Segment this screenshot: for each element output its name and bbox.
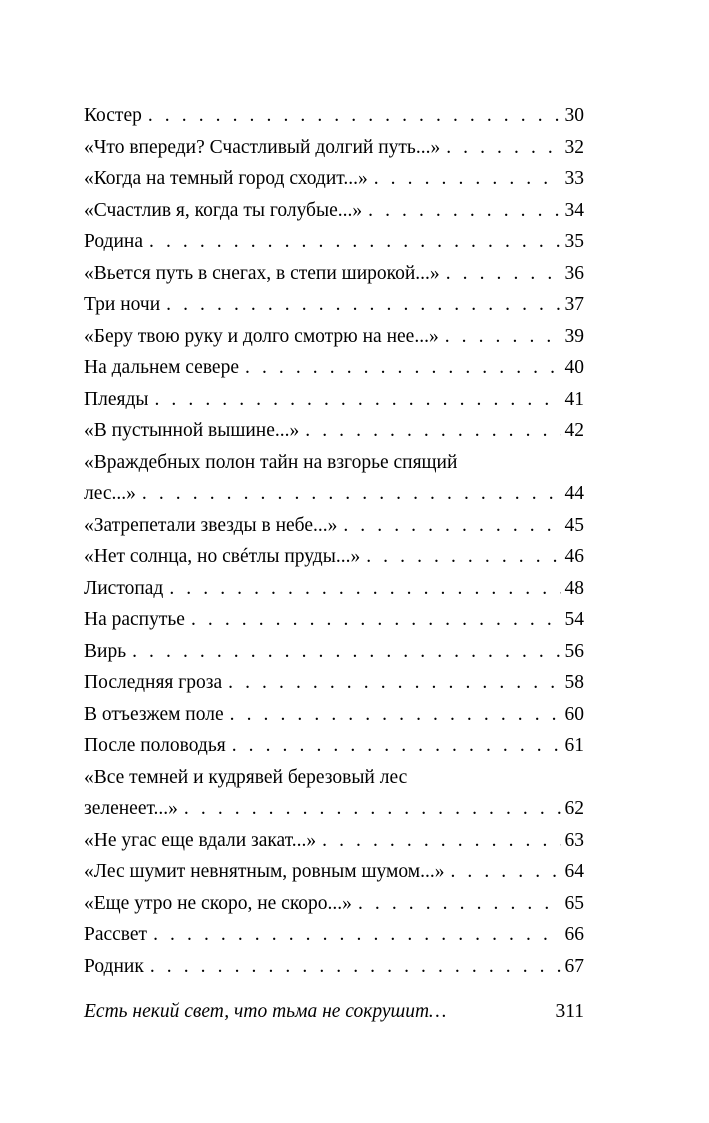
toc-entry-title: Плеяды xyxy=(84,388,149,410)
toc-dot-leader xyxy=(148,100,561,132)
toc-entry xyxy=(84,541,584,573)
toc-entry xyxy=(84,730,584,762)
toc-dot-leader xyxy=(305,415,560,447)
toc-page-number: 66 xyxy=(564,924,584,945)
toc-dot-leader xyxy=(230,699,561,731)
toc-page-number: 65 xyxy=(564,892,584,914)
toc-entry-title: В отъезжем поле xyxy=(84,703,224,725)
toc-entry xyxy=(84,510,584,542)
toc-entry-title: «Вьется путь в снегах, в степи широкой...» xyxy=(84,262,440,284)
toc-entry-title: После половодья xyxy=(84,735,226,756)
toc-entry-title: Три ночи xyxy=(84,294,161,315)
toc-entry-title: лес...» xyxy=(84,483,136,504)
toc-dot-leader xyxy=(366,541,560,573)
toc-dot-leader xyxy=(166,289,560,321)
toc-entry-title: Рассвет xyxy=(84,924,148,945)
toc-dot-leader xyxy=(445,321,561,353)
toc-entry-title: «В пустынной вышине...» xyxy=(84,420,300,441)
toc-entry xyxy=(84,762,584,825)
toc-page-number: 54 xyxy=(564,609,584,630)
running-title: Есть некий свет, что тьма не сокрушит… xyxy=(84,1001,447,1022)
toc-dot-leader xyxy=(149,226,561,258)
toc-entry xyxy=(84,163,584,195)
toc-entry xyxy=(84,321,584,353)
toc-entry xyxy=(84,951,584,983)
toc-dot-leader xyxy=(446,132,560,164)
toc-dot-leader xyxy=(142,478,561,510)
toc-dot-leader xyxy=(450,856,560,888)
toc-entry-title: Вирь xyxy=(84,640,127,662)
toc-entry-title: «Беру твою руку и долго смотрю на нее...» xyxy=(84,325,439,347)
toc-entry-title: «Еще утро не скоро, не скоро...» xyxy=(84,892,352,914)
toc-dot-leader xyxy=(322,825,560,857)
toc-page-number: 60 xyxy=(564,703,584,725)
toc-page-number: 30 xyxy=(564,105,584,126)
toc-entry xyxy=(84,888,584,920)
toc-page-number: 39 xyxy=(564,325,584,347)
toc-entry xyxy=(84,132,584,164)
toc-entry xyxy=(84,289,584,321)
toc-page-number: 40 xyxy=(564,357,584,378)
toc-entry xyxy=(84,415,584,447)
toc-page-number: 35 xyxy=(564,231,584,252)
toc-entry xyxy=(84,573,584,605)
toc-page-number: 48 xyxy=(564,577,584,599)
toc-dot-leader xyxy=(132,636,560,668)
toc-entry xyxy=(84,919,584,951)
toc-page-number: 58 xyxy=(564,672,584,693)
toc-entry xyxy=(84,258,584,290)
toc-entry-title: Родина xyxy=(84,231,143,252)
toc-dot-leader xyxy=(368,195,560,227)
toc-entry-title: На распутье xyxy=(84,609,185,630)
toc-entry-title: «Лес шумит невнятным, ровным шумом...» xyxy=(84,861,445,882)
toc-entry xyxy=(84,636,584,668)
toc-entry-title: «Счастлив я, когда ты голубые...» xyxy=(84,199,363,221)
toc-entry-title-line: «Враждебных полон тайн на взгорье спящий xyxy=(84,451,458,473)
toc-entry xyxy=(84,100,584,132)
toc-dot-leader xyxy=(374,163,561,195)
toc-page-number: 41 xyxy=(564,388,584,410)
toc-entry xyxy=(84,825,584,857)
toc-entry xyxy=(84,384,584,416)
toc-dot-leader xyxy=(343,510,560,542)
toc-entry-title: «Что впереди? Счастливый долгий путь...» xyxy=(84,136,441,158)
toc-page-number: 44 xyxy=(564,483,584,504)
page-footer xyxy=(84,1001,584,1023)
toc-page-number: 63 xyxy=(564,829,584,851)
toc-entry xyxy=(84,699,584,731)
toc-dot-leader xyxy=(169,573,560,605)
toc-entry-title: На дальнем севере xyxy=(84,357,239,378)
toc-page-number: 67 xyxy=(564,955,584,977)
toc-page-number: 64 xyxy=(564,861,584,882)
toc-page-number: 61 xyxy=(564,735,584,756)
toc-entry-title: Родник xyxy=(84,955,144,977)
toc-page-number: 46 xyxy=(564,546,584,567)
page-number: 311 xyxy=(555,1001,584,1022)
toc-entry-title: «Когда на темный город сходит...» xyxy=(84,168,368,189)
toc-dot-leader xyxy=(358,888,561,920)
toc-dot-leader xyxy=(191,604,561,636)
toc-page-number: 37 xyxy=(564,294,584,315)
toc-entry-title: «Не угас еще вдали закат...» xyxy=(84,829,317,851)
toc-entry xyxy=(84,226,584,258)
toc-entry-title: Костер xyxy=(84,105,142,126)
toc-dot-leader xyxy=(184,793,561,825)
toc-entry xyxy=(84,352,584,384)
toc-page-number: 62 xyxy=(564,798,584,819)
toc-dot-leader xyxy=(245,352,561,384)
toc-page-number: 34 xyxy=(564,199,584,221)
toc-dot-leader xyxy=(228,667,560,699)
toc-entry-title: «Нет солнца, но свéтлы пруды...» xyxy=(84,546,361,567)
toc-page-number: 32 xyxy=(564,136,584,158)
toc-page-number: 56 xyxy=(564,640,584,662)
toc-entry-title: зеленеет...» xyxy=(84,798,178,819)
toc-page-number: 33 xyxy=(564,168,584,189)
toc-entry-title: Листопад xyxy=(84,577,164,599)
toc-entry xyxy=(84,195,584,227)
toc-entry xyxy=(84,856,584,888)
toc-entry-title: «Затрепетали звезды в небе...» xyxy=(84,514,338,536)
toc-dot-leader xyxy=(153,919,560,951)
toc-page-number: 36 xyxy=(564,262,584,284)
toc-entry xyxy=(84,604,584,636)
toc-entry xyxy=(84,667,584,699)
toc-entry xyxy=(84,447,584,510)
table-of-contents xyxy=(84,100,584,982)
toc-dot-leader xyxy=(232,730,561,762)
toc-page-number: 42 xyxy=(564,420,584,441)
toc-entry-title: Последняя гроза xyxy=(84,672,223,693)
toc-page-number: 45 xyxy=(564,514,584,536)
toc-dot-leader xyxy=(154,384,560,416)
toc-entry-title-line: «Все темней и кудрявей березовый лес xyxy=(84,766,408,788)
toc-dot-leader xyxy=(150,951,561,983)
toc-dot-leader xyxy=(446,258,561,290)
